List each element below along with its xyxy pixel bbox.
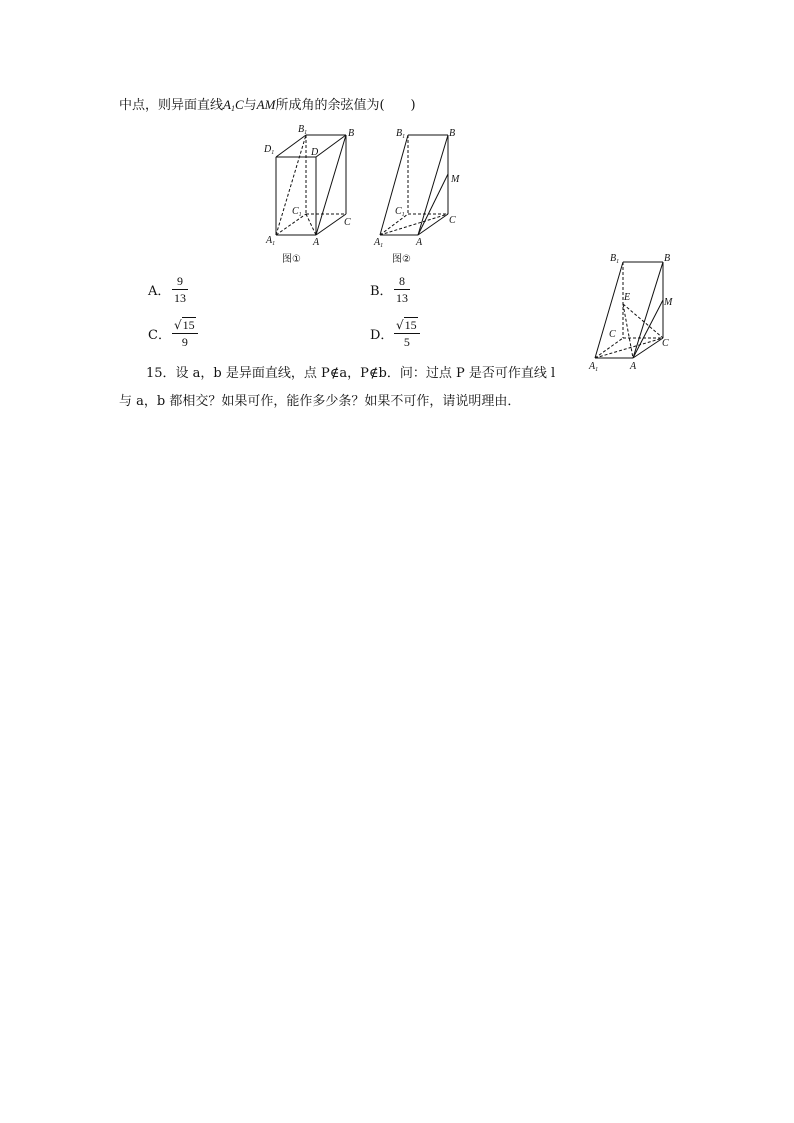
label-a1: $A_1$ <box>266 235 276 247</box>
label-d1: $D_1$ <box>264 144 275 156</box>
label-b1: $B_1$ <box>396 128 406 140</box>
label-a1: $A_1$ <box>589 361 599 373</box>
question-15-line-2: 与 a，b 都相交？如果可作，能作多少条？如果不可作，请说明理由． <box>119 394 521 409</box>
label-c1: $C_1$ <box>395 206 405 218</box>
figure-3-svg <box>585 248 685 378</box>
option-a[interactable] <box>148 274 228 310</box>
option-c-fraction: √15 9 <box>172 318 198 349</box>
question-15-line-1: 15．设 a，b 是异面直线，点 P∉a，P∉b．问：过点 P 是否可作直线 l <box>146 366 556 381</box>
label-m: M <box>664 297 673 308</box>
line-am: AM <box>256 97 276 112</box>
label-b: B <box>664 253 671 264</box>
label-a: A <box>313 237 320 248</box>
line-a1c: $A_1C$ <box>223 97 244 113</box>
label-c1: $C_1$ <box>292 206 302 218</box>
figure-2-prism <box>370 122 470 267</box>
label-c-inner: C <box>609 329 616 340</box>
label-d: D <box>311 147 319 158</box>
option-b-letter: B． <box>370 284 393 299</box>
option-d-fraction: √15 5 <box>394 318 420 349</box>
option-c[interactable] <box>148 318 228 354</box>
option-b[interactable] <box>370 274 450 310</box>
label-b: B <box>449 128 456 139</box>
option-a-letter: A． <box>148 284 171 299</box>
figure-1-caption: 图① <box>282 254 301 265</box>
label-c: C <box>344 217 351 228</box>
label-a: A <box>416 237 423 248</box>
stem-middle: 与 <box>243 98 257 113</box>
stem-suffix: 所成角的余弦值为( <box>275 98 385 113</box>
stem-close: ) <box>410 98 416 113</box>
stem-prefix: 中点，则异面直线 <box>119 98 224 113</box>
label-c: C <box>449 215 456 226</box>
label-e: E <box>624 292 631 303</box>
question-14-stem <box>119 97 416 117</box>
label-a: A <box>630 361 637 372</box>
option-b-fraction: 8 13 <box>396 274 408 305</box>
label-c: C <box>662 338 669 349</box>
option-c-letter: C． <box>148 328 171 343</box>
figure-1-prism <box>260 122 360 267</box>
label-a1: $A_1$ <box>374 237 384 249</box>
label-b1: $B_1$ <box>298 124 308 136</box>
option-d-letter: D． <box>370 328 394 343</box>
label-b: B <box>348 128 355 139</box>
figure-2-svg <box>370 122 470 267</box>
figure-2-caption: 图② <box>392 254 411 265</box>
figure-3-prism <box>585 248 685 378</box>
option-d[interactable] <box>370 318 450 354</box>
label-b1: $B_1$ <box>610 253 620 265</box>
option-a-fraction: 9 13 <box>174 274 186 305</box>
label-m: M <box>451 174 460 185</box>
figure-1-svg <box>260 122 360 267</box>
